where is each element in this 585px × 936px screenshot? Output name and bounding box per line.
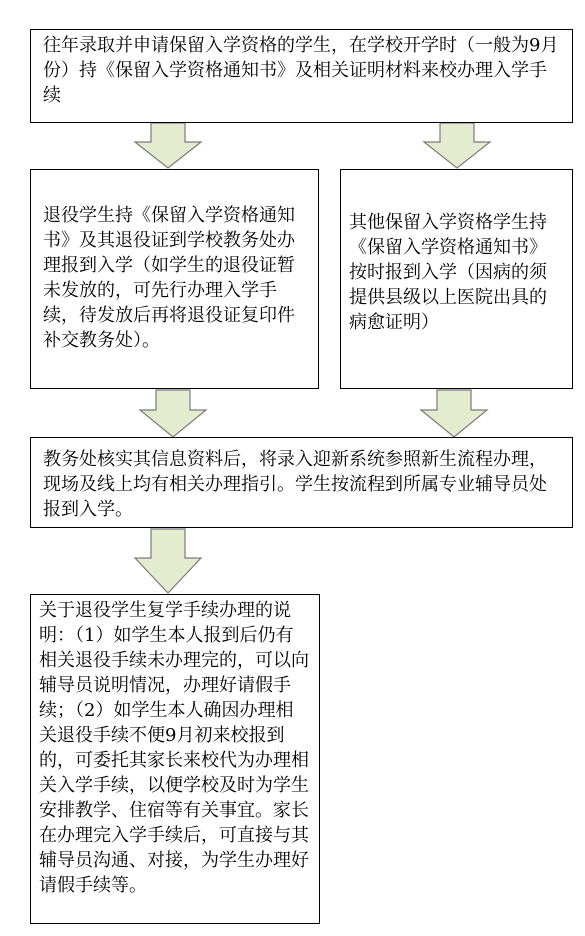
arrow-others-to-verify (419, 389, 489, 439)
step1-text: 往年录取并申请保留入学资格的学生，在学校开学时（一般为9月份）持《保留入学资格通知书》及相关证明材料来校办理入学手续 (43, 35, 559, 106)
step2-others-text: 其他保留入学资格学生持《保留入学资格通知书》按时报到入学（因病的须提供县级以上医院出具的病愈证明） (349, 212, 547, 333)
step3-verify-text: 教务处核实其信息资料后，将录入迎新系统参照新生流程办理，现场及线上均有相关办理指引。学生按流程到所属专业辅导员处报到入学。 (43, 449, 547, 520)
step2-veterans-box (30, 169, 319, 389)
step1-box (30, 29, 573, 123)
step3-verify-box (30, 437, 573, 528)
arrow-veterans-to-verify (138, 389, 208, 439)
step2-veterans-text: 退役学生持《保留入学资格通知书》及其退役证到学校教务处办理报到入学（如学生的退役证暂未发放的，可先行办理入学手续，待发放后再将退役证复印件补交教务处）。 (43, 205, 295, 351)
arrow-verify-to-note (133, 528, 203, 595)
arrow-step1-to-veterans (133, 122, 203, 170)
step4-note-text: 关于退役学生复学手续办理的说明：（1）如学生本人报到后仍有相关退役手续未办理完的，可以向辅导员说明情况，办理好请假手续；（2）如学生本人确因办理相关退役手续不便9月初来校报到的，可委托其家长来校代为办理相关入学手续，以便学校及时为学生安排教学、住宿等有关事宜。家长在办理完入学手续后，可直接与其辅导员沟通、对接，为学生办理好请假手续等。 (39, 600, 309, 896)
step4-note-box (30, 594, 320, 924)
step2-others-box (340, 169, 573, 389)
arrow-step1-to-others (422, 122, 492, 170)
